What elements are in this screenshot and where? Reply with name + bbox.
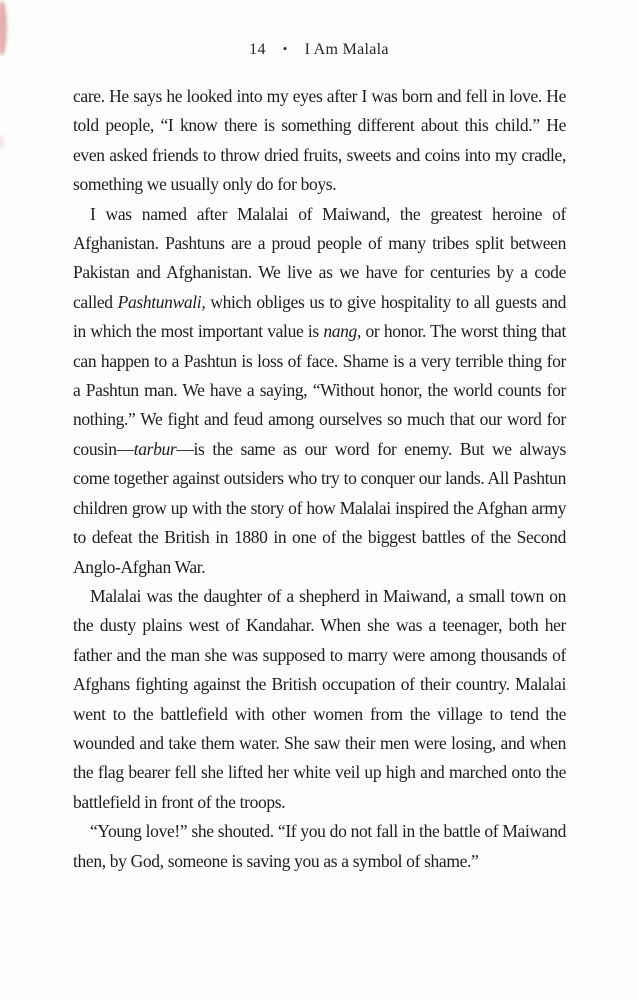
paragraph <box>73 582 566 817</box>
italic-text-run: nang, <box>323 321 361 342</box>
text-run: which obliges us to give hospitality to all guests and in which the most important value is <box>73 291 566 342</box>
text-run: —is the same as our word for enemy. But we always come together against outsiders who try to conquer our lands. All Pashtun children grow up with the story of how Malalai inspired the Afghan army to defeat the British in 1880 in one of the biggest battles of the Second Anglo-Afghan War. <box>73 438 566 577</box>
running-head <box>0 41 638 59</box>
paragraph <box>73 200 566 582</box>
text-run: “Young love!” she shouted. “If you do not fall in the battle of Maiwand then, by God, someone is saving you as a symbol of shame.” <box>73 821 566 871</box>
page-text-block <box>73 82 566 876</box>
italic-text-run: Pashtunwali, <box>117 291 206 312</box>
red-ink-smudge-artifact-small <box>0 135 4 149</box>
paragraph <box>73 817 566 876</box>
text-run: Malalai was the daughter of a shepherd in Maiwand, a small town on the dusty plains west of Kandahar. When she was a teenager, both her father and the man she was supposed to marry were among thousands of Afghans fighting against the British occupation of their country. Malalai went to the battlefield with other women from the village to tend the wounded and take them water. She saw their men were losing, and when the flag bearer fell she lifted her white veil up high and marched onto the battlefield in front of the troops. <box>73 585 566 812</box>
paragraph <box>73 82 566 200</box>
page-number: 14 <box>249 41 266 58</box>
text-run: or honor. The worst thing that can happen to a Pashtun is loss of face. Shame is a very terrible thing for a Pashtun man. We have a saying, “Without honor, the world counts for nothing.” We fight and feud among ourselves so much that our word for cousin— <box>73 321 566 459</box>
bullet-separator-icon: • <box>282 41 288 56</box>
text-run: care. He says he looked into my eyes after I was born and fell in love. He told people, “I know there is something different about this child.” He even asked friends to throw dried fruits, sweets and coins into my cradle, something we usually only do for boys. <box>73 86 566 195</box>
book-title: I Am Malala <box>304 41 389 58</box>
italic-text-run: tarbur <box>133 438 177 459</box>
text-run: I was named after Malalai of Maiwand, the greatest heroine of Afghanistan. Pashtuns are a proud people of many tribes split between Pakistan and Afghanistan. We live as we have for centuries by a code called <box>73 203 566 312</box>
